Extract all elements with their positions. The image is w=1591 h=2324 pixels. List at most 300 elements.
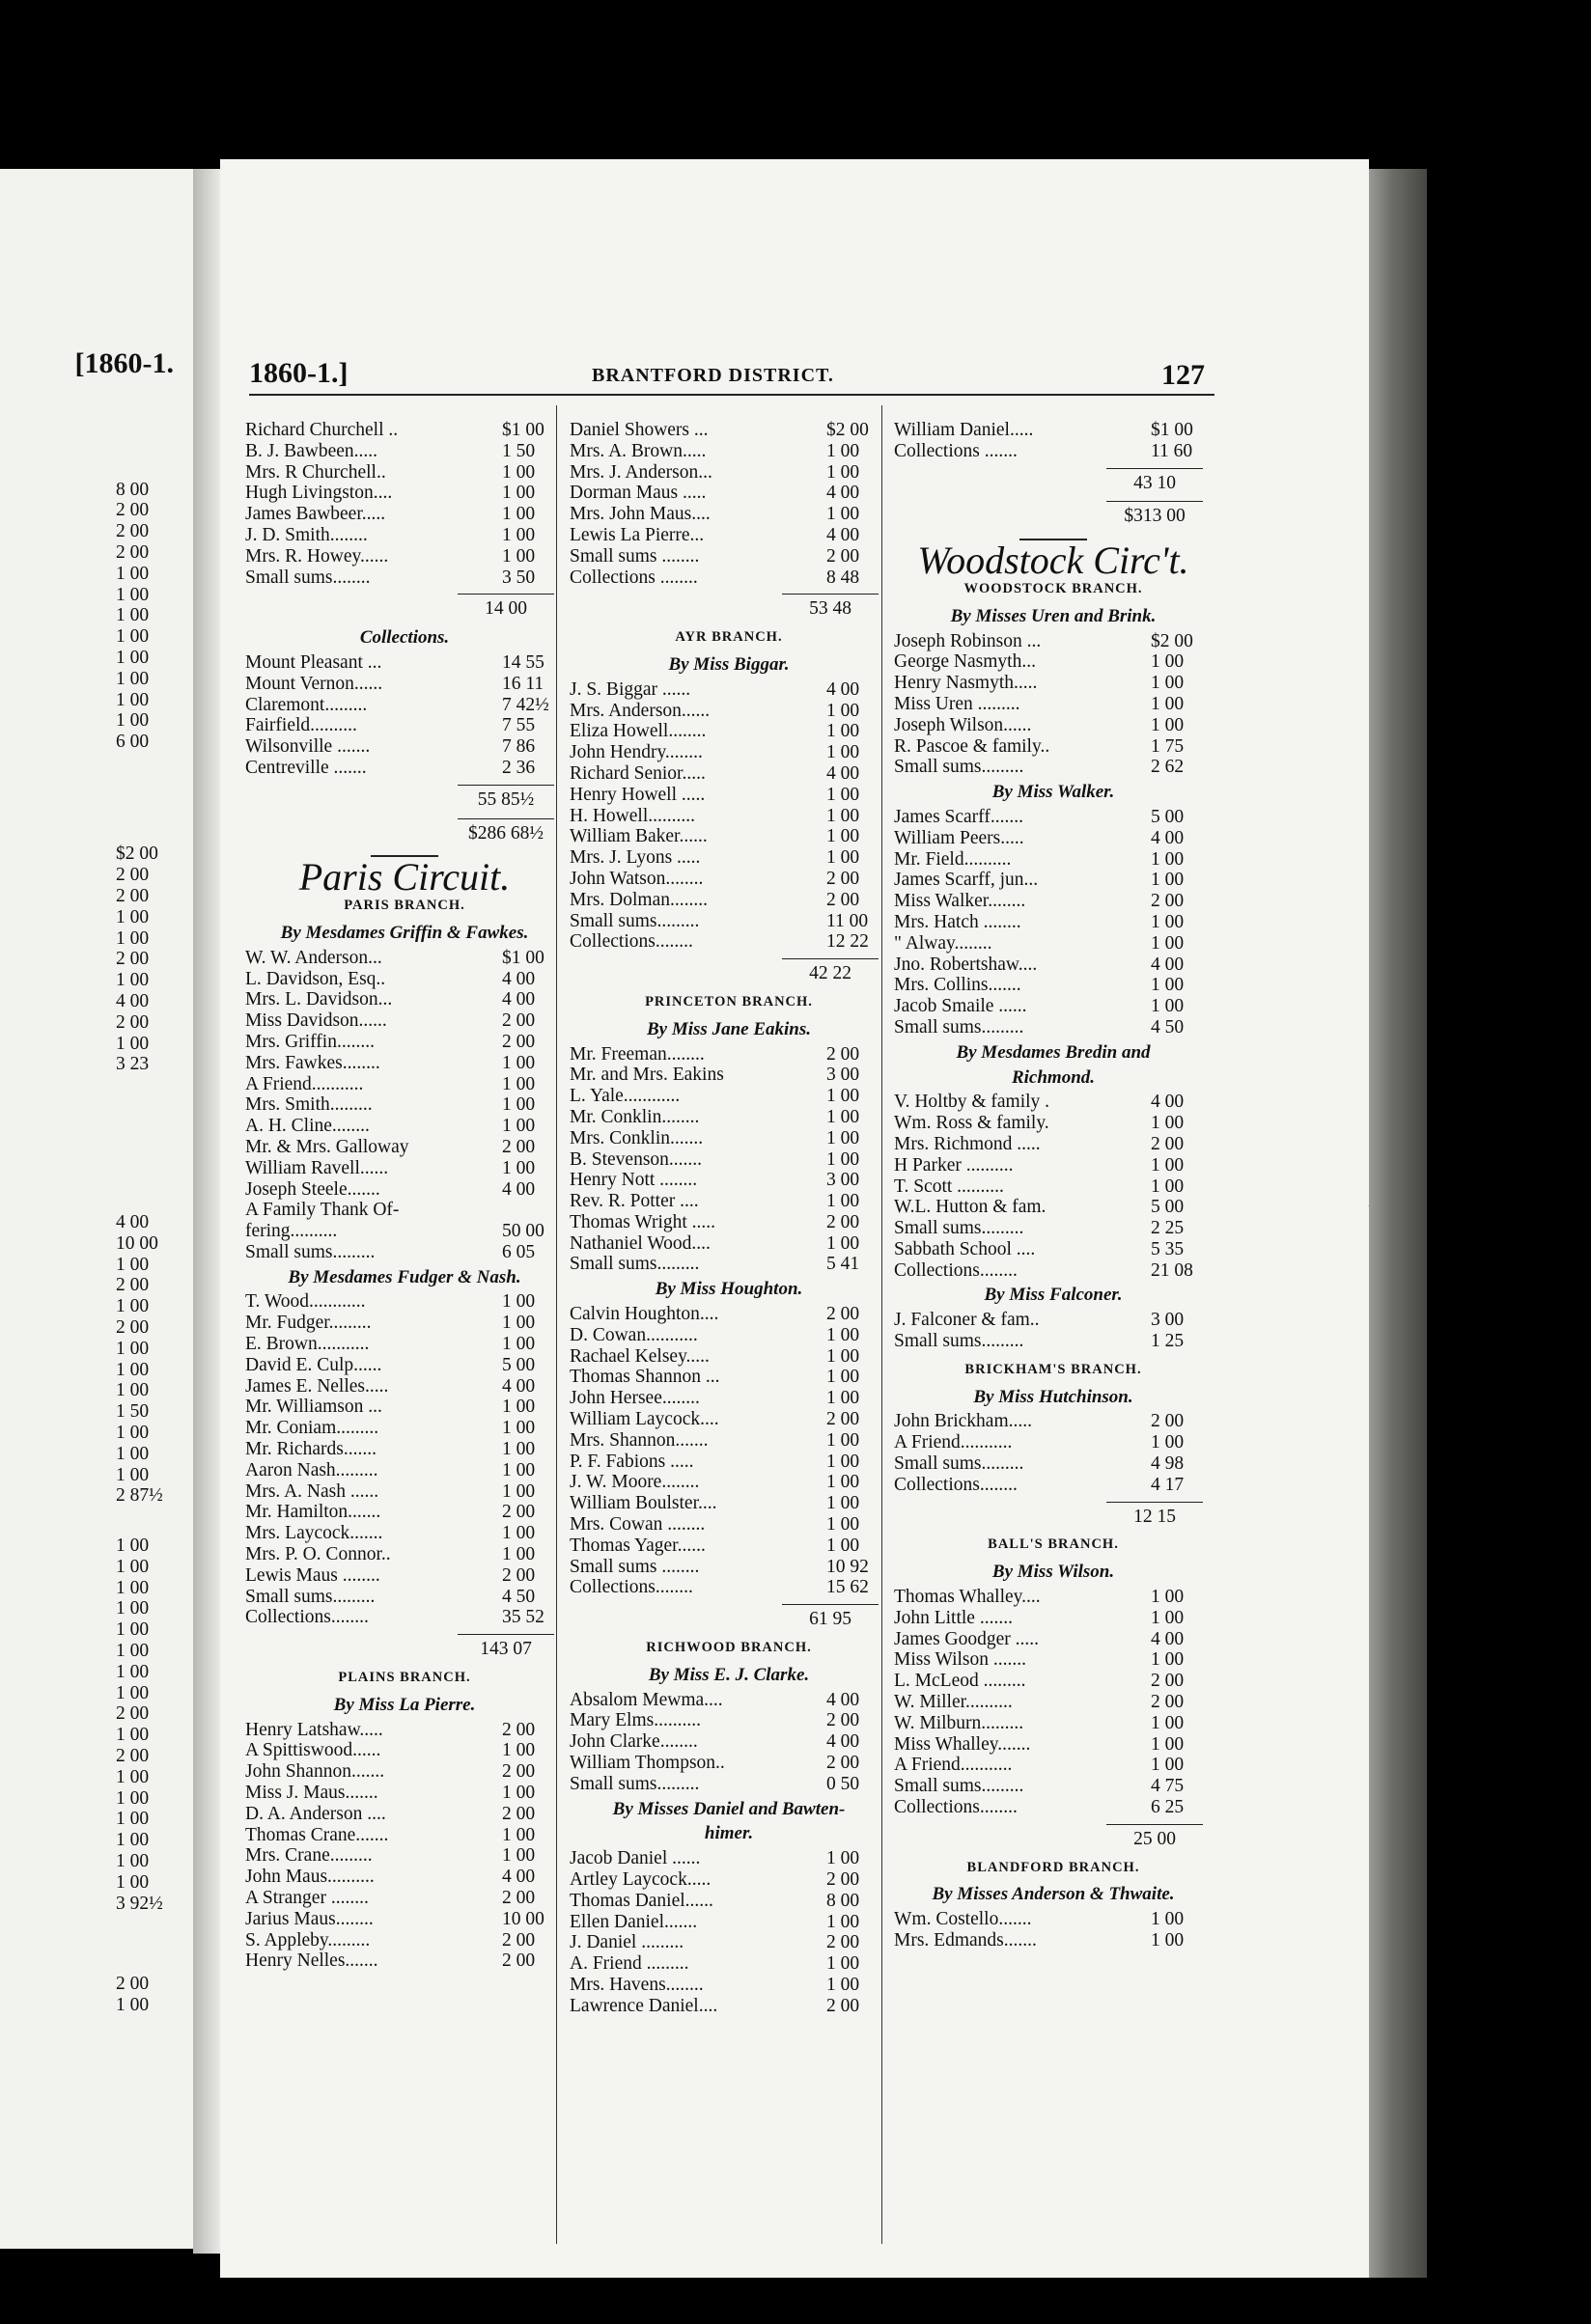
donor-name: B. J. Bawbeen..... bbox=[245, 440, 378, 461]
ledger-row bbox=[894, 1587, 1213, 1608]
donor-name: R. Pascoe & family.. bbox=[894, 735, 1050, 757]
amount: 1 00 bbox=[1151, 1649, 1185, 1671]
donor-name: Mrs. Dolman........ bbox=[570, 889, 708, 910]
amount: 1 00 bbox=[116, 1556, 150, 1577]
donor-name: Mrs. R Churchell.. bbox=[245, 461, 386, 483]
donor-name: Small sums......... bbox=[894, 1453, 1024, 1475]
ledger-row bbox=[570, 1891, 888, 1912]
amount: 2 00 bbox=[826, 1043, 860, 1065]
amount: 1 00 bbox=[116, 1641, 150, 1662]
amount: 2 00 bbox=[502, 1719, 536, 1740]
donor-name: Small sums......... bbox=[570, 910, 700, 931]
ledger-row bbox=[0, 690, 183, 711]
donor-name: Small sums ........ bbox=[570, 545, 700, 567]
ledger-row bbox=[570, 546, 888, 567]
donor-name: T. Scott .......... bbox=[894, 1176, 1004, 1197]
donor-name: Joseph Steele....... bbox=[245, 1178, 380, 1200]
ledger-row bbox=[570, 1044, 888, 1065]
donor-name: Mrs. Edmands....... bbox=[894, 1930, 1037, 1950]
amount: $2 00 bbox=[116, 844, 158, 865]
donor-name: Dorman Maus ..... bbox=[570, 483, 707, 504]
amount: 15 62 bbox=[826, 1577, 869, 1598]
collector-line bbox=[0, 1142, 183, 1163]
donor-name: B. Stevenson....... bbox=[570, 1148, 703, 1170]
collector-line: By Miss Wilson. bbox=[991, 1562, 1115, 1583]
donor-name: Mr. Richards....... bbox=[245, 1439, 377, 1460]
donor-name: Lewis Maus ........ bbox=[245, 1564, 380, 1586]
amount: 1 00 bbox=[116, 584, 150, 605]
ledger-row bbox=[570, 1731, 888, 1753]
ledger-row bbox=[894, 1411, 1213, 1432]
donor-name: A Friend........... bbox=[894, 1432, 1013, 1453]
donor-name: Henry Nott ........ bbox=[570, 1170, 698, 1191]
donor-name: Mount Pleasant ... bbox=[245, 651, 382, 673]
ledger-row bbox=[570, 1149, 888, 1171]
ledger-row bbox=[245, 1179, 564, 1201]
collector-line: By Miss Walker. bbox=[991, 782, 1115, 803]
amount: 1 25 bbox=[1151, 1331, 1185, 1352]
ledger-row bbox=[245, 1544, 564, 1565]
amount: 21 08 bbox=[1151, 1259, 1193, 1281]
circuit-title: Paris Circuit. bbox=[298, 855, 511, 899]
amount: 4 00 bbox=[826, 762, 860, 784]
amount: 1 00 bbox=[826, 721, 860, 742]
donor-name: Jacob Daniel ...... bbox=[570, 1848, 701, 1869]
ledger-row bbox=[245, 567, 564, 589]
amount: 4 50 bbox=[502, 1586, 536, 1607]
column-3 bbox=[894, 420, 1213, 1951]
amount: 10 00 bbox=[502, 1908, 544, 1929]
ledger-row bbox=[0, 1465, 183, 1486]
ledger-row bbox=[570, 1128, 888, 1149]
donor-name: Aaron Nash......... bbox=[245, 1459, 378, 1480]
amount: 1 00 bbox=[1151, 1154, 1185, 1176]
ledger-row bbox=[894, 954, 1213, 976]
ledger-row bbox=[0, 1380, 183, 1401]
ledger-row bbox=[570, 721, 888, 742]
ledger-row bbox=[894, 1092, 1213, 1113]
ledger-row bbox=[245, 1032, 564, 1053]
donor-name: Small sums......... bbox=[894, 757, 1024, 778]
amount: 1 00 bbox=[502, 1291, 536, 1313]
ledger-row bbox=[0, 1423, 183, 1444]
donor-name: Wm. Ross & family. bbox=[894, 1113, 1049, 1134]
ledger-row bbox=[245, 1587, 564, 1608]
subtotal: 42 22 bbox=[782, 958, 879, 984]
donor-name: Mrs. Crane......... bbox=[245, 1845, 373, 1867]
ledger-row bbox=[894, 1432, 1213, 1453]
donor-name: Mrs. Laycock....... bbox=[245, 1523, 383, 1544]
donor-name: Mrs. Havens........ bbox=[570, 1974, 704, 1995]
ledger-row bbox=[245, 1221, 564, 1242]
collector-line bbox=[0, 819, 183, 841]
amount: 2 00 bbox=[116, 1746, 150, 1767]
subtotal: 143 07 bbox=[458, 1634, 554, 1660]
amount: 1 00 bbox=[116, 1423, 150, 1444]
amount: 4 17 bbox=[1151, 1474, 1185, 1495]
amount: 1 00 bbox=[116, 1851, 150, 1871]
ledger-row bbox=[894, 673, 1213, 694]
donor-name: William Daniel..... bbox=[894, 420, 1034, 440]
ledger-row bbox=[0, 521, 183, 542]
amount: 1 00 bbox=[116, 1682, 150, 1703]
amount: 11 00 bbox=[826, 910, 869, 931]
donor-name: Thomas Crane....... bbox=[245, 1824, 389, 1845]
donor-name: H. Howell.......... bbox=[570, 805, 695, 826]
collector-line: By Miss Hutchinson. bbox=[973, 1386, 1133, 1407]
collector-line bbox=[0, 1949, 183, 1970]
amount: 2 00 bbox=[502, 1929, 536, 1950]
ledger-row bbox=[570, 742, 888, 763]
ledger-row bbox=[245, 1804, 564, 1825]
ledger-row bbox=[894, 1734, 1213, 1756]
amount: 1 00 bbox=[116, 710, 150, 732]
ledger-row bbox=[245, 1761, 564, 1783]
donor-name: James Bawbeer..... bbox=[245, 504, 386, 525]
donor-name: John Hendry........ bbox=[570, 742, 703, 763]
amount: 2 00 bbox=[502, 1761, 536, 1783]
amount: 2 00 bbox=[502, 1803, 536, 1824]
ledger-row bbox=[0, 1703, 183, 1725]
amount: 1 00 bbox=[826, 1127, 860, 1148]
ledger-row bbox=[0, 1662, 183, 1683]
amount: 2 00 bbox=[1151, 1671, 1185, 1692]
amount: 1 00 bbox=[826, 1472, 860, 1493]
ledger-row bbox=[0, 1233, 183, 1255]
subtotal: 12 15 bbox=[1106, 1502, 1203, 1528]
ledger-row bbox=[894, 441, 1213, 462]
ledger-row bbox=[245, 420, 564, 441]
amount: $1 00 bbox=[502, 420, 544, 440]
amount: 1 00 bbox=[502, 483, 536, 504]
amount: 1 00 bbox=[116, 626, 150, 648]
amount: 1 00 bbox=[502, 1116, 536, 1137]
ledger-row bbox=[0, 1191, 183, 1212]
amount: 1 00 bbox=[116, 1809, 150, 1830]
amount: 1 00 bbox=[116, 1619, 150, 1641]
ledger-row bbox=[0, 1830, 183, 1851]
donor-name: Mary Elms.......... bbox=[570, 1710, 701, 1731]
ledger-row bbox=[570, 1346, 888, 1368]
donor-name: Mrs. Hatch ........ bbox=[894, 911, 1021, 932]
donor-name: J. Daniel ......... bbox=[570, 1932, 684, 1953]
donor-name: L. Yale............ bbox=[570, 1086, 681, 1107]
amount: 1 00 bbox=[1151, 1113, 1185, 1134]
ledger-row bbox=[0, 1578, 183, 1599]
amount: 3 00 bbox=[826, 1065, 860, 1086]
donor-name: W. W. Anderson... bbox=[245, 947, 382, 968]
donor-name: Joseph Robinson ... bbox=[894, 630, 1042, 651]
ledger-row bbox=[0, 865, 183, 886]
amount: $2 00 bbox=[826, 420, 869, 440]
ledger-row bbox=[570, 785, 888, 806]
donor-name: Collections........ bbox=[245, 1607, 369, 1628]
donor-name: John Clarke........ bbox=[570, 1731, 698, 1753]
ledger-row bbox=[0, 1788, 183, 1810]
ledger-row bbox=[0, 1598, 183, 1619]
ledger-row bbox=[0, 1275, 183, 1296]
amount: 1 00 bbox=[116, 1464, 150, 1485]
ledger-row bbox=[0, 1034, 183, 1055]
amount: 8 00 bbox=[826, 1890, 860, 1911]
donor-name: W. Milburn......... bbox=[894, 1712, 1024, 1733]
amount: 2 00 bbox=[502, 1031, 536, 1052]
donor-name: Mrs. Conklin....... bbox=[570, 1127, 704, 1148]
ledger-row bbox=[570, 441, 888, 462]
ledger-row bbox=[245, 674, 564, 695]
amount: 1 00 bbox=[502, 1052, 536, 1073]
ledger-row bbox=[245, 969, 564, 990]
donor-name: Mrs. J. Anderson... bbox=[570, 461, 712, 483]
donor-name: Collections........ bbox=[570, 931, 693, 953]
donor-name: Mrs. R. Howey...... bbox=[245, 545, 389, 567]
amount: 1 00 bbox=[502, 524, 536, 545]
amount: 1 00 bbox=[116, 1338, 150, 1359]
ledger-row bbox=[894, 1608, 1213, 1629]
donor-name: Joseph Wilson...... bbox=[894, 714, 1032, 735]
donor-name: Miss Whalley....... bbox=[894, 1733, 1031, 1755]
donor-name: Rachael Kelsey..... bbox=[570, 1345, 710, 1367]
amount: 4 00 bbox=[826, 524, 860, 545]
donor-name: Claremont......... bbox=[245, 694, 368, 715]
ledger-row bbox=[894, 1671, 1213, 1692]
amount: 4 00 bbox=[502, 968, 536, 989]
donor-name: Small sums........ bbox=[245, 567, 371, 588]
ledger-row bbox=[570, 1493, 888, 1514]
amount: 1 00 bbox=[826, 1451, 860, 1472]
donor-name: Thomas Wright ..... bbox=[570, 1211, 716, 1232]
amount: 2 00 bbox=[1151, 1133, 1185, 1154]
left-page-fragment bbox=[0, 169, 193, 2249]
collector-line bbox=[0, 1167, 183, 1188]
donor-name: Richard Churchell .. bbox=[245, 420, 399, 440]
ledger-row bbox=[570, 1710, 888, 1731]
amount: 1 00 bbox=[116, 1443, 150, 1464]
ledger-row bbox=[0, 1212, 183, 1233]
ledger-row bbox=[894, 996, 1213, 1017]
amount: 1 00 bbox=[826, 784, 860, 805]
ledger-row bbox=[894, 1649, 1213, 1671]
donor-name: Small sums......... bbox=[894, 1016, 1024, 1038]
donor-name: George Nasmyth... bbox=[894, 651, 1036, 673]
donor-name: John Shannon....... bbox=[245, 1761, 385, 1783]
amount: 6 05 bbox=[502, 1241, 536, 1262]
amount: 4 00 bbox=[1151, 1628, 1185, 1649]
ledger-row bbox=[894, 912, 1213, 933]
donor-name: Artley Laycock..... bbox=[570, 1869, 712, 1890]
ledger-row bbox=[894, 715, 1213, 736]
ledger-row bbox=[894, 1218, 1213, 1239]
ledger-row bbox=[245, 1481, 564, 1503]
ledger-row bbox=[0, 1296, 183, 1317]
ledger-row bbox=[570, 1191, 888, 1212]
amount: 1 00 bbox=[116, 906, 150, 927]
ledger-row bbox=[0, 564, 183, 585]
ledger-row bbox=[245, 1909, 564, 1930]
ledger-row bbox=[570, 1912, 888, 1933]
amount: 1 50 bbox=[502, 440, 536, 461]
donor-name: fering.......... bbox=[245, 1221, 338, 1242]
amount: 1 00 bbox=[826, 742, 860, 763]
donor-name: Small sums......... bbox=[570, 1773, 700, 1794]
amount: 2 25 bbox=[1151, 1218, 1185, 1239]
donor-name: E. Brown........... bbox=[245, 1334, 370, 1355]
donor-name: Miss Wilson ....... bbox=[894, 1649, 1027, 1671]
ledger-row bbox=[894, 1930, 1213, 1951]
ledger-row bbox=[894, 1310, 1213, 1331]
collector-line bbox=[0, 455, 183, 476]
amount: 1 00 bbox=[1151, 1432, 1185, 1453]
ledger-row bbox=[245, 1116, 564, 1137]
donor-name: A Spittiswood...... bbox=[245, 1740, 381, 1761]
ledger-row bbox=[0, 732, 183, 753]
amount: 2 00 bbox=[116, 885, 150, 906]
amount: 2 00 bbox=[826, 868, 860, 889]
donor-name: Lewis La Pierre... bbox=[570, 524, 705, 545]
ledger-row bbox=[570, 1690, 888, 1711]
amount: 1 00 bbox=[1151, 870, 1185, 891]
amount: 1 00 bbox=[502, 1334, 536, 1355]
ledger-row bbox=[245, 1502, 564, 1523]
amount: 1 00 bbox=[116, 563, 150, 584]
ledger-row bbox=[245, 1355, 564, 1376]
page-year: 1860-1.] bbox=[249, 357, 349, 389]
amount: 1 00 bbox=[826, 1191, 860, 1212]
amount: 0 50 bbox=[826, 1773, 860, 1794]
circuit-title: Woodstock Circ't. bbox=[917, 539, 1189, 583]
donor-name: H Parker .......... bbox=[894, 1154, 1014, 1176]
page-number: 127 bbox=[1161, 359, 1205, 391]
left-page-header: [1860-1. bbox=[74, 347, 174, 379]
ledger-row bbox=[0, 1809, 183, 1830]
ledger-row bbox=[894, 1017, 1213, 1038]
amount: 1 00 bbox=[1151, 714, 1185, 735]
amount: 4 00 bbox=[502, 1178, 536, 1200]
amount: 1 00 bbox=[502, 1544, 536, 1565]
ledger-row bbox=[894, 1331, 1213, 1352]
amount: 5 00 bbox=[1151, 806, 1185, 827]
ledger-row bbox=[894, 1155, 1213, 1176]
ledger-row bbox=[570, 1452, 888, 1473]
ledger-row bbox=[570, 420, 888, 441]
amount: 1 00 bbox=[502, 504, 536, 525]
donor-name: Jno. Robertshaw.... bbox=[894, 954, 1038, 975]
ledger-row bbox=[570, 1233, 888, 1255]
amount: 1 00 bbox=[826, 1232, 860, 1254]
amount: 2 00 bbox=[826, 1211, 860, 1232]
ledger-row bbox=[570, 1388, 888, 1409]
amount: 1 00 bbox=[116, 689, 150, 710]
amount: 5 41 bbox=[826, 1254, 860, 1275]
amount: 7 55 bbox=[502, 715, 536, 736]
amount: 2 00 bbox=[116, 1703, 150, 1725]
amount: 1 00 bbox=[826, 1911, 860, 1932]
ledger-row bbox=[894, 651, 1213, 673]
donor-name: Collections........ bbox=[894, 1797, 1018, 1818]
donor-name: Mr. & Mrs. Galloway bbox=[245, 1136, 409, 1157]
donor-name: Small sums......... bbox=[245, 1586, 376, 1607]
donor-name: Richard Senior..... bbox=[570, 762, 706, 784]
amount: 2 00 bbox=[502, 1136, 536, 1157]
amount: 1 00 bbox=[116, 647, 150, 668]
amount: 3 00 bbox=[1151, 1310, 1185, 1331]
donor-name: Mr. Fudger......... bbox=[245, 1313, 372, 1334]
donor-name: Mr. and Mrs. Eakins bbox=[570, 1065, 724, 1086]
ledger-row bbox=[570, 1932, 888, 1953]
donor-name: William Laycock.... bbox=[570, 1409, 719, 1430]
donor-name: Mr. Coniam......... bbox=[245, 1418, 379, 1439]
ledger-row bbox=[894, 849, 1213, 871]
donor-name: Small sums ........ bbox=[570, 1556, 700, 1577]
ledger-row bbox=[245, 1010, 564, 1032]
ledger-row bbox=[245, 1074, 564, 1095]
ledger-row bbox=[245, 462, 564, 484]
amount: 2 62 bbox=[1151, 757, 1185, 778]
amount: 1 00 bbox=[116, 927, 150, 949]
subtotal: $313 00 bbox=[1106, 501, 1203, 527]
ledger-row bbox=[894, 1797, 1213, 1818]
ledger-row bbox=[245, 1783, 564, 1804]
amount: 1 00 bbox=[116, 1577, 150, 1598]
branch-heading: BRICKHAM'S BRANCH. bbox=[964, 1361, 1142, 1377]
collector-line: By Mesdames Griffin & Fawkes. bbox=[280, 922, 529, 943]
amount: 4 50 bbox=[1151, 1016, 1185, 1038]
ledger-row bbox=[0, 1894, 183, 1915]
ledger-row bbox=[245, 1720, 564, 1741]
branch-heading bbox=[0, 792, 183, 814]
amount: 1 00 bbox=[502, 1523, 536, 1544]
donor-name: Small sums......... bbox=[894, 1776, 1024, 1797]
ledger-row bbox=[245, 1565, 564, 1587]
donor-name: Mrs. A. Nash ...... bbox=[245, 1480, 379, 1502]
amount: 1 75 bbox=[1151, 735, 1185, 757]
ledger-row bbox=[0, 710, 183, 732]
donor-name: Mrs. A. Brown..... bbox=[570, 440, 707, 461]
ledger-row bbox=[0, 648, 183, 669]
donor-name: James Goodger ..... bbox=[894, 1628, 1040, 1649]
donor-name: L. Davidson, Esq.. bbox=[245, 968, 386, 989]
ledger-row bbox=[894, 975, 1213, 996]
ledger-row bbox=[570, 1869, 888, 1891]
ledger-row bbox=[570, 1254, 888, 1275]
donor-name: D. Cowan........... bbox=[570, 1324, 698, 1345]
donor-name: V. Holtby & family . bbox=[894, 1092, 1050, 1113]
amount: 5 35 bbox=[1151, 1238, 1185, 1259]
column-2 bbox=[570, 420, 888, 2017]
amount: 2 00 bbox=[826, 1710, 860, 1731]
ledger-row bbox=[570, 1107, 888, 1128]
amount: 2 00 bbox=[116, 865, 150, 886]
donor-name: Lawrence Daniel.... bbox=[570, 1995, 718, 2016]
donor-name: Daniel Showers ... bbox=[570, 420, 709, 440]
donor-name: Mrs. J. Lyons ..... bbox=[570, 847, 701, 869]
amount: 2 00 bbox=[1151, 891, 1185, 912]
ledger-row bbox=[894, 1134, 1213, 1155]
donor-name: Thomas Whalley.... bbox=[894, 1587, 1041, 1608]
amount: 3 92½ bbox=[116, 1893, 163, 1914]
donor-name: Small sums......... bbox=[245, 1241, 376, 1262]
ledger-row bbox=[0, 542, 183, 564]
ledger-row bbox=[570, 567, 888, 589]
amount: 4 00 bbox=[1151, 954, 1185, 975]
ledger-row bbox=[894, 891, 1213, 912]
amount: 1 00 bbox=[1151, 693, 1185, 714]
ledger-row bbox=[570, 1325, 888, 1346]
ledger-row bbox=[245, 1607, 564, 1628]
ledger-row bbox=[0, 1054, 183, 1075]
ledger-row bbox=[894, 1197, 1213, 1218]
ledger-row bbox=[245, 1376, 564, 1397]
